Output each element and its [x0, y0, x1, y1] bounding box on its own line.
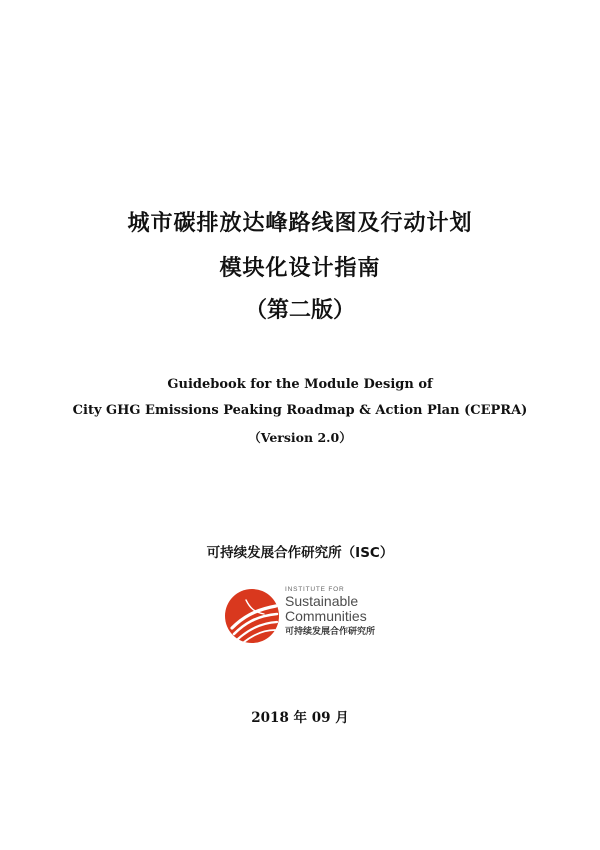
chinese-title-line-1: 城市碳排放达峰路线图及行动计划	[127, 211, 473, 236]
organization-name: 可持续发展合作研究所（ISC）	[206, 545, 394, 561]
chinese-edition-label: （第二版）	[244, 298, 355, 323]
logo-communities-text: Communities	[285, 608, 367, 624]
chinese-title-line-2: 模块化设计指南	[219, 256, 381, 281]
logo-wordmark	[285, 586, 375, 638]
english-title-line-2: City GHG Emissions Peaking Roadmap & Action Plan (CEPRA)	[72, 403, 528, 418]
logo-institute-text: INSTITUTE FOR	[285, 586, 345, 593]
isc-logo	[224, 584, 384, 654]
publication-date: 2018 年 09 月	[251, 710, 349, 726]
isc-red-circle-logo-icon	[224, 588, 280, 644]
english-title-line-1: Guidebook for the Module Design of	[167, 377, 433, 392]
logo-sustainable-text: Sustainable	[285, 593, 359, 609]
english-version-label: （Version 2.0）	[248, 430, 352, 445]
logo-chinese-name: 可持续发展合作研究所	[285, 627, 376, 637]
